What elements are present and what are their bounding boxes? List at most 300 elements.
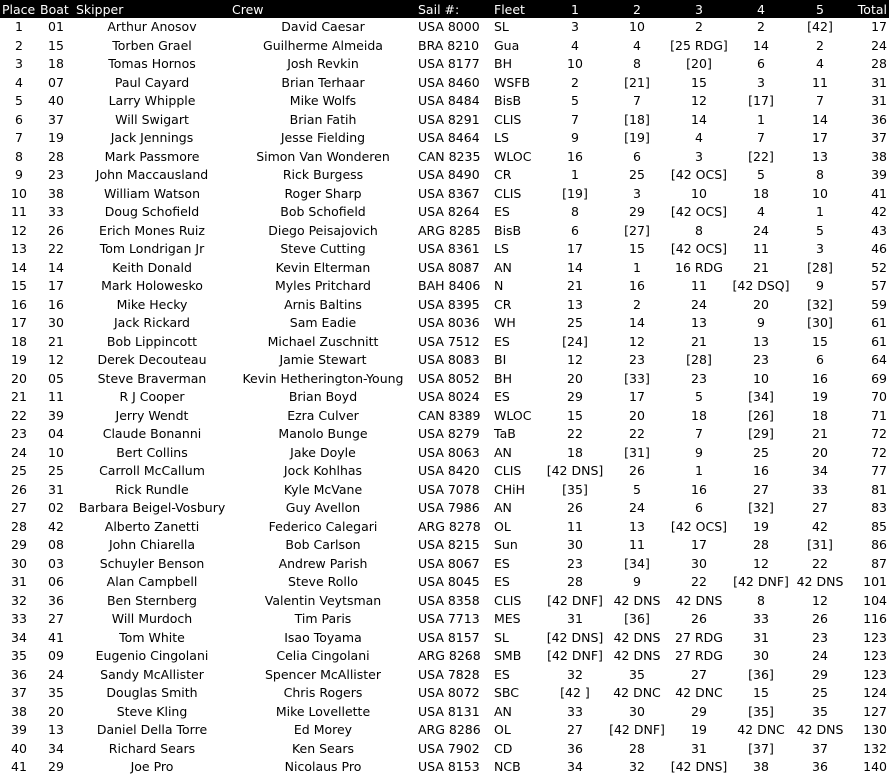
race-1-cell: [19] [562,185,588,201]
table-row [0,240,889,259]
race-1-cell: 23 [567,555,583,571]
skipper-cell: Will Swigart [115,111,189,127]
fleet-cell: SBC [494,685,520,700]
race-2-cell: 15 [629,241,645,256]
place-cell: 30 [11,555,27,571]
fleet-cell: AN [494,500,512,515]
table-row [0,536,889,555]
fleet-cell: WSFB [494,74,531,90]
sail-cell: USA 7713 [418,611,480,626]
table-row [0,407,889,426]
skipper-cell: Torben Grael [112,37,192,53]
race-1-cell: 8 [571,204,579,219]
skipper-cell: Mike Hecky [116,296,188,312]
place-cell: 26 [11,481,27,497]
boat-cell: 03 [48,555,64,571]
place-cell: 35 [11,648,27,663]
boat-cell: 17 [48,278,64,293]
race-5-cell: 34 [812,463,828,478]
skipper-cell: Tomas Hornos [108,56,196,71]
race-2-cell: [21] [624,74,650,90]
crew-cell: Sam Eadie [289,315,357,330]
race-3-cell: 10 [691,185,707,201]
total-cell: 86 [871,537,887,552]
place-cell: 33 [11,611,27,626]
race-3-cell: [42 DNS] [670,759,728,774]
race-3-cell: 1 [695,463,703,478]
place-cell: 32 [11,592,27,608]
race-4-cell: 15 [753,685,769,700]
header-total: Total [848,0,889,18]
skipper-cell: Arthur Anosov [107,19,197,34]
crew-cell: Diego Peisajovich [268,222,378,238]
total-cell: 24 [871,37,887,53]
race-1-cell: 15 [567,407,583,423]
total-cell: 72 [871,444,887,460]
race-4-cell: 33 [753,611,769,626]
fleet-cell: SMB [494,648,522,663]
fleet-cell: WLOC [494,407,532,423]
race-3-cell: 6 [695,500,703,515]
race-3-cell: 23 [691,370,707,386]
crew-cell: Steve Rollo [288,574,358,589]
table-row [0,92,889,111]
race-3-cell: 7 [695,426,703,441]
place-cell: 34 [11,629,27,645]
race-3-cell: [25 RDG] [670,37,728,53]
sail-cell: USA 7902 [418,740,480,756]
race-2-cell: [34] [624,555,650,571]
race-5-cell: 10 [812,185,828,201]
total-cell: 123 [863,666,887,682]
race-5-cell: 11 [812,74,828,90]
header-race-1: 1 [544,0,606,18]
fleet-cell: MES [494,611,521,626]
race-3-cell: 5 [695,389,703,404]
sail-cell: USA 8072 [418,685,480,700]
place-cell: 21 [11,389,27,404]
race-2-cell: 20 [629,407,645,423]
boat-cell: 23 [48,167,64,182]
total-cell: 57 [871,278,887,293]
race-5-cell: 17 [812,130,828,145]
race-3-cell: 27 [691,666,707,682]
race-3-cell: 42 DNC [675,685,723,700]
boat-cell: 25 [48,463,64,478]
place-cell: 9 [15,167,23,182]
fleet-cell: AN [494,703,512,719]
fleet-cell: ES [494,666,510,682]
table-row [0,499,889,518]
boat-cell: 20 [48,703,64,719]
race-5-cell: 19 [812,389,828,404]
boat-cell: 40 [48,93,64,108]
sail-cell: CAN 8235 [418,148,481,164]
crew-cell: Steve Cutting [280,241,366,256]
race-1-cell: [42 ] [560,685,590,700]
total-cell: 140 [863,759,887,774]
boat-cell: 34 [48,740,64,756]
race-3-cell: [20] [686,56,712,71]
total-cell: 123 [863,629,887,645]
race-5-cell: 35 [812,703,828,719]
table-row [0,370,889,389]
table-row [0,185,889,204]
skipper-cell: Mark Passmore [104,148,200,164]
fleet-cell: N [494,278,504,293]
place-cell: 12 [11,222,27,238]
race-2-cell: 7 [633,93,641,108]
race-1-cell: [24] [562,333,588,349]
total-cell: 81 [871,481,887,497]
race-4-cell: 16 [753,463,769,478]
table-row [0,333,889,352]
race-5-cell: 2 [816,37,824,53]
crew-cell: Brian Boyd [288,389,358,404]
race-2-cell: 42 DNS [613,629,661,645]
crew-cell: Ken Sears [291,740,355,756]
race-5-cell: 3 [816,241,824,256]
race-3-cell: 18 [691,407,707,423]
race-5-cell: 42 DNS [796,574,844,589]
race-4-cell: 2 [757,19,765,34]
total-cell: 36 [871,111,887,127]
boat-cell: 36 [48,592,64,608]
boat-cell: 42 [48,518,64,534]
table-row [0,462,889,481]
race-2-cell: [33] [624,370,650,386]
race-2-cell: 26 [629,463,645,478]
crew-cell: Jock Kohlhas [283,463,363,478]
table-row [0,444,889,463]
race-5-cell: 8 [816,167,824,182]
total-cell: 132 [863,740,887,756]
place-cell: 8 [15,148,23,164]
boat-cell: 21 [48,333,64,349]
race-1-cell: 5 [571,93,579,108]
race-5-cell: 15 [812,333,828,349]
crew-cell: Roger Sharp [284,185,362,201]
skipper-cell: Douglas Smith [106,685,198,700]
table-row [0,203,889,222]
race-2-cell: 1 [633,259,641,275]
place-cell: 22 [11,407,27,423]
race-5-cell: 27 [812,500,828,515]
race-4-cell: 4 [757,204,765,219]
race-5-cell: 22 [812,555,828,571]
place-cell: 2 [15,37,23,53]
skipper-cell: Jerry Wendt [115,407,189,423]
sail-cell: USA 8177 [418,56,480,71]
race-5-cell: [32] [807,296,833,312]
place-cell: 3 [15,56,23,71]
sail-cell: USA 8361 [418,241,480,256]
race-2-cell: [19] [624,130,650,145]
race-3-cell: 13 [691,315,707,330]
race-5-cell: 42 DNS [796,722,844,737]
race-5-cell: 6 [816,352,824,367]
place-cell: 4 [15,74,23,90]
sail-cell: ARG 8285 [418,222,481,238]
total-cell: 123 [863,648,887,663]
place-cell: 24 [11,444,27,460]
race-2-cell: 42 DNC [613,685,661,700]
sail-cell: USA 8036 [418,315,480,330]
sail-cell: USA 8460 [418,74,480,90]
sail-cell: USA 7828 [418,666,480,682]
place-cell: 18 [11,333,27,349]
skipper-cell: Steve Kling [116,703,188,719]
boat-cell: 13 [48,722,64,737]
skipper-cell: Tom Londrigan Jr [99,241,205,256]
race-2-cell: 3 [633,185,641,201]
sail-cell: USA 8045 [418,574,480,589]
crew-cell: Bob Carlson [285,537,361,552]
crew-cell: Ed Morey [293,722,353,737]
place-cell: 40 [11,740,27,756]
skipper-cell: Claude Bonanni [102,426,202,441]
fleet-cell: ES [494,555,510,571]
race-2-cell: 17 [629,389,645,404]
race-1-cell: 29 [567,389,583,404]
race-2-cell: 42 DNS [613,592,661,608]
sail-cell: USA 8420 [418,463,480,478]
boat-cell: 18 [48,56,64,71]
race-3-cell: 19 [691,722,707,737]
race-1-cell: 28 [567,574,583,589]
sail-cell: USA 8067 [418,555,480,571]
sail-cell: USA 8153 [418,759,480,774]
race-2-cell: 32 [629,759,645,774]
skipper-cell: Alberto Zanetti [104,518,200,534]
race-5-cell: 9 [816,278,824,293]
race-3-cell: 11 [691,278,707,293]
race-1-cell: 33 [567,703,583,719]
crew-cell: Nicolaus Pro [284,759,362,774]
sail-cell: USA 8063 [418,444,480,460]
skipper-cell: Paul Cayard [114,74,190,90]
total-cell: 28 [871,56,887,71]
table-row [0,166,889,185]
skipper-cell: Steve Braverman [97,370,207,386]
place-cell: 39 [11,722,27,737]
table-row [0,555,889,574]
race-1-cell: 30 [567,537,583,552]
boat-cell: 33 [48,204,64,219]
boat-cell: 16 [48,296,64,312]
skipper-cell: Mark Holowesko [101,278,203,293]
fleet-cell: OL [494,722,511,737]
boat-cell: 05 [48,370,64,386]
race-2-cell: 8 [633,56,641,71]
place-cell: 27 [11,500,27,515]
fleet-cell: LS [494,241,509,256]
place-cell: 15 [11,278,27,293]
total-cell: 69 [871,370,887,386]
boat-cell: 19 [48,130,64,145]
skipper-cell: Bert Collins [116,444,188,460]
race-3-cell: 8 [695,222,703,238]
fleet-cell: TaB [494,426,516,441]
race-2-cell: [18] [624,111,650,127]
total-cell: 39 [871,167,887,182]
sail-cell: ARG 8268 [418,648,481,663]
race-4-cell: 5 [757,167,765,182]
fleet-cell: CD [494,740,513,756]
total-cell: 71 [871,407,887,423]
crew-cell: Jamie Stewart [279,352,367,367]
place-cell: 17 [11,315,27,330]
race-4-cell: 27 [753,481,769,497]
place-cell: 29 [11,537,27,552]
header-race-5: 5 [792,0,848,18]
fleet-cell: BH [494,370,512,386]
race-5-cell: 18 [812,407,828,423]
header-row [0,0,889,18]
sail-cell: USA 8264 [418,204,480,219]
total-cell: 116 [863,611,887,626]
total-cell: 87 [871,555,887,571]
sail-cell: USA 8484 [418,93,480,108]
skipper-cell: Joe Pro [130,759,174,774]
header-skipper: Skipper [74,0,230,18]
sail-cell: USA 8052 [418,370,480,386]
race-4-cell: 30 [753,648,769,663]
total-cell: 64 [871,352,887,367]
total-cell: 46 [871,241,887,256]
total-cell: 42 [871,204,887,219]
race-4-cell: 8 [757,592,765,608]
skipper-cell: Rick Rundle [115,481,189,497]
sail-cell: USA 8464 [418,130,480,145]
crew-cell: Spencer McAllister [264,666,382,682]
race-1-cell: [42 DNF] [547,592,603,608]
race-5-cell: 29 [812,666,828,682]
crew-cell: Josh Revkin [287,56,359,71]
table-row [0,37,889,56]
table-row [0,740,889,759]
fleet-cell: CHiH [494,481,525,497]
race-2-cell: 22 [629,426,645,441]
race-2-cell: [31] [624,444,650,460]
race-5-cell: 42 [812,518,828,534]
total-cell: 85 [871,518,887,534]
boat-cell: 14 [48,259,64,275]
crew-cell: Valentin Veytsman [264,592,382,608]
race-1-cell: 10 [567,56,583,71]
boat-cell: 04 [48,426,64,441]
race-1-cell: 32 [567,666,583,682]
skipper-cell: Alan Campbell [106,574,198,589]
crew-cell: Kevin Elterman [275,259,371,275]
total-cell: 83 [871,500,887,515]
boat-cell: 07 [48,74,64,90]
race-2-cell: 35 [629,666,645,682]
race-1-cell: 12 [567,352,583,367]
race-2-cell: 2 [633,296,641,312]
race-4-cell: [26] [748,407,774,423]
crew-cell: Arnis Baltins [284,296,362,312]
skipper-cell: John Chiarella [108,537,196,552]
race-2-cell: [36] [624,611,650,626]
sail-cell: USA 8358 [418,592,480,608]
race-5-cell: 23 [812,629,828,645]
race-1-cell: [35] [562,481,588,497]
place-cell: 19 [11,352,27,367]
table-row [0,55,889,74]
race-2-cell: 23 [629,352,645,367]
race-2-cell: [27] [624,222,650,238]
skipper-cell: Keith Donald [112,259,192,275]
fleet-cell: Sun [494,537,518,552]
total-cell: 38 [871,148,887,164]
race-3-cell: [42 OCS] [670,518,728,534]
race-2-cell: 9 [633,574,641,589]
place-cell: 11 [11,204,27,219]
race-4-cell: 18 [753,185,769,201]
sail-cell: USA 8490 [418,167,480,182]
crew-cell: Bob Schofield [280,204,366,219]
place-cell: 16 [11,296,27,312]
fleet-cell: BisB [494,222,522,238]
header-race-4: 4 [730,0,792,18]
sail-cell: USA 8024 [418,389,480,404]
header-fleet: Fleet [492,0,544,18]
header-race-2: 2 [606,0,668,18]
fleet-cell: CLIS [494,592,522,608]
race-5-cell: 24 [812,648,828,663]
sail-cell: USA 8395 [418,296,480,312]
race-2-cell: 24 [629,500,645,515]
race-3-cell: 4 [695,130,703,145]
sail-cell: USA 8215 [418,537,480,552]
crew-cell: Mike Lovellette [275,703,371,719]
total-cell: 17 [871,19,887,34]
race-4-cell: 7 [757,130,765,145]
race-5-cell: 20 [812,444,828,460]
table-row [0,518,889,537]
race-1-cell: 22 [567,426,583,441]
race-3-cell: 2 [695,19,703,34]
place-cell: 28 [11,518,27,534]
race-3-cell: 26 [691,611,707,626]
place-cell: 31 [11,574,27,589]
place-cell: 13 [11,241,27,256]
total-cell: 72 [871,426,887,441]
boat-cell: 11 [48,389,64,404]
header-sail: Sail #: [416,0,492,18]
sail-cell: USA 8291 [418,111,480,127]
race-1-cell: 34 [567,759,583,774]
fleet-cell: WH [494,315,516,330]
place-cell: 25 [11,463,27,478]
sail-cell: USA 8083 [418,352,480,367]
race-2-cell: 4 [633,37,641,53]
total-cell: 52 [871,259,887,275]
race-3-cell: [42 OCS] [670,204,728,219]
boat-cell: 06 [48,574,64,589]
race-5-cell: 5 [816,222,824,238]
race-5-cell: 26 [812,611,828,626]
skipper-cell: Bob Lippincott [106,333,198,349]
boat-cell: 31 [48,481,64,497]
race-4-cell: 21 [753,259,769,275]
race-5-cell: 37 [812,740,828,756]
sail-cell: USA 7512 [418,333,480,349]
crew-cell: Tim Paris [294,611,352,626]
boat-cell: 10 [48,444,64,460]
skipper-cell: John Maccausland [95,167,209,182]
